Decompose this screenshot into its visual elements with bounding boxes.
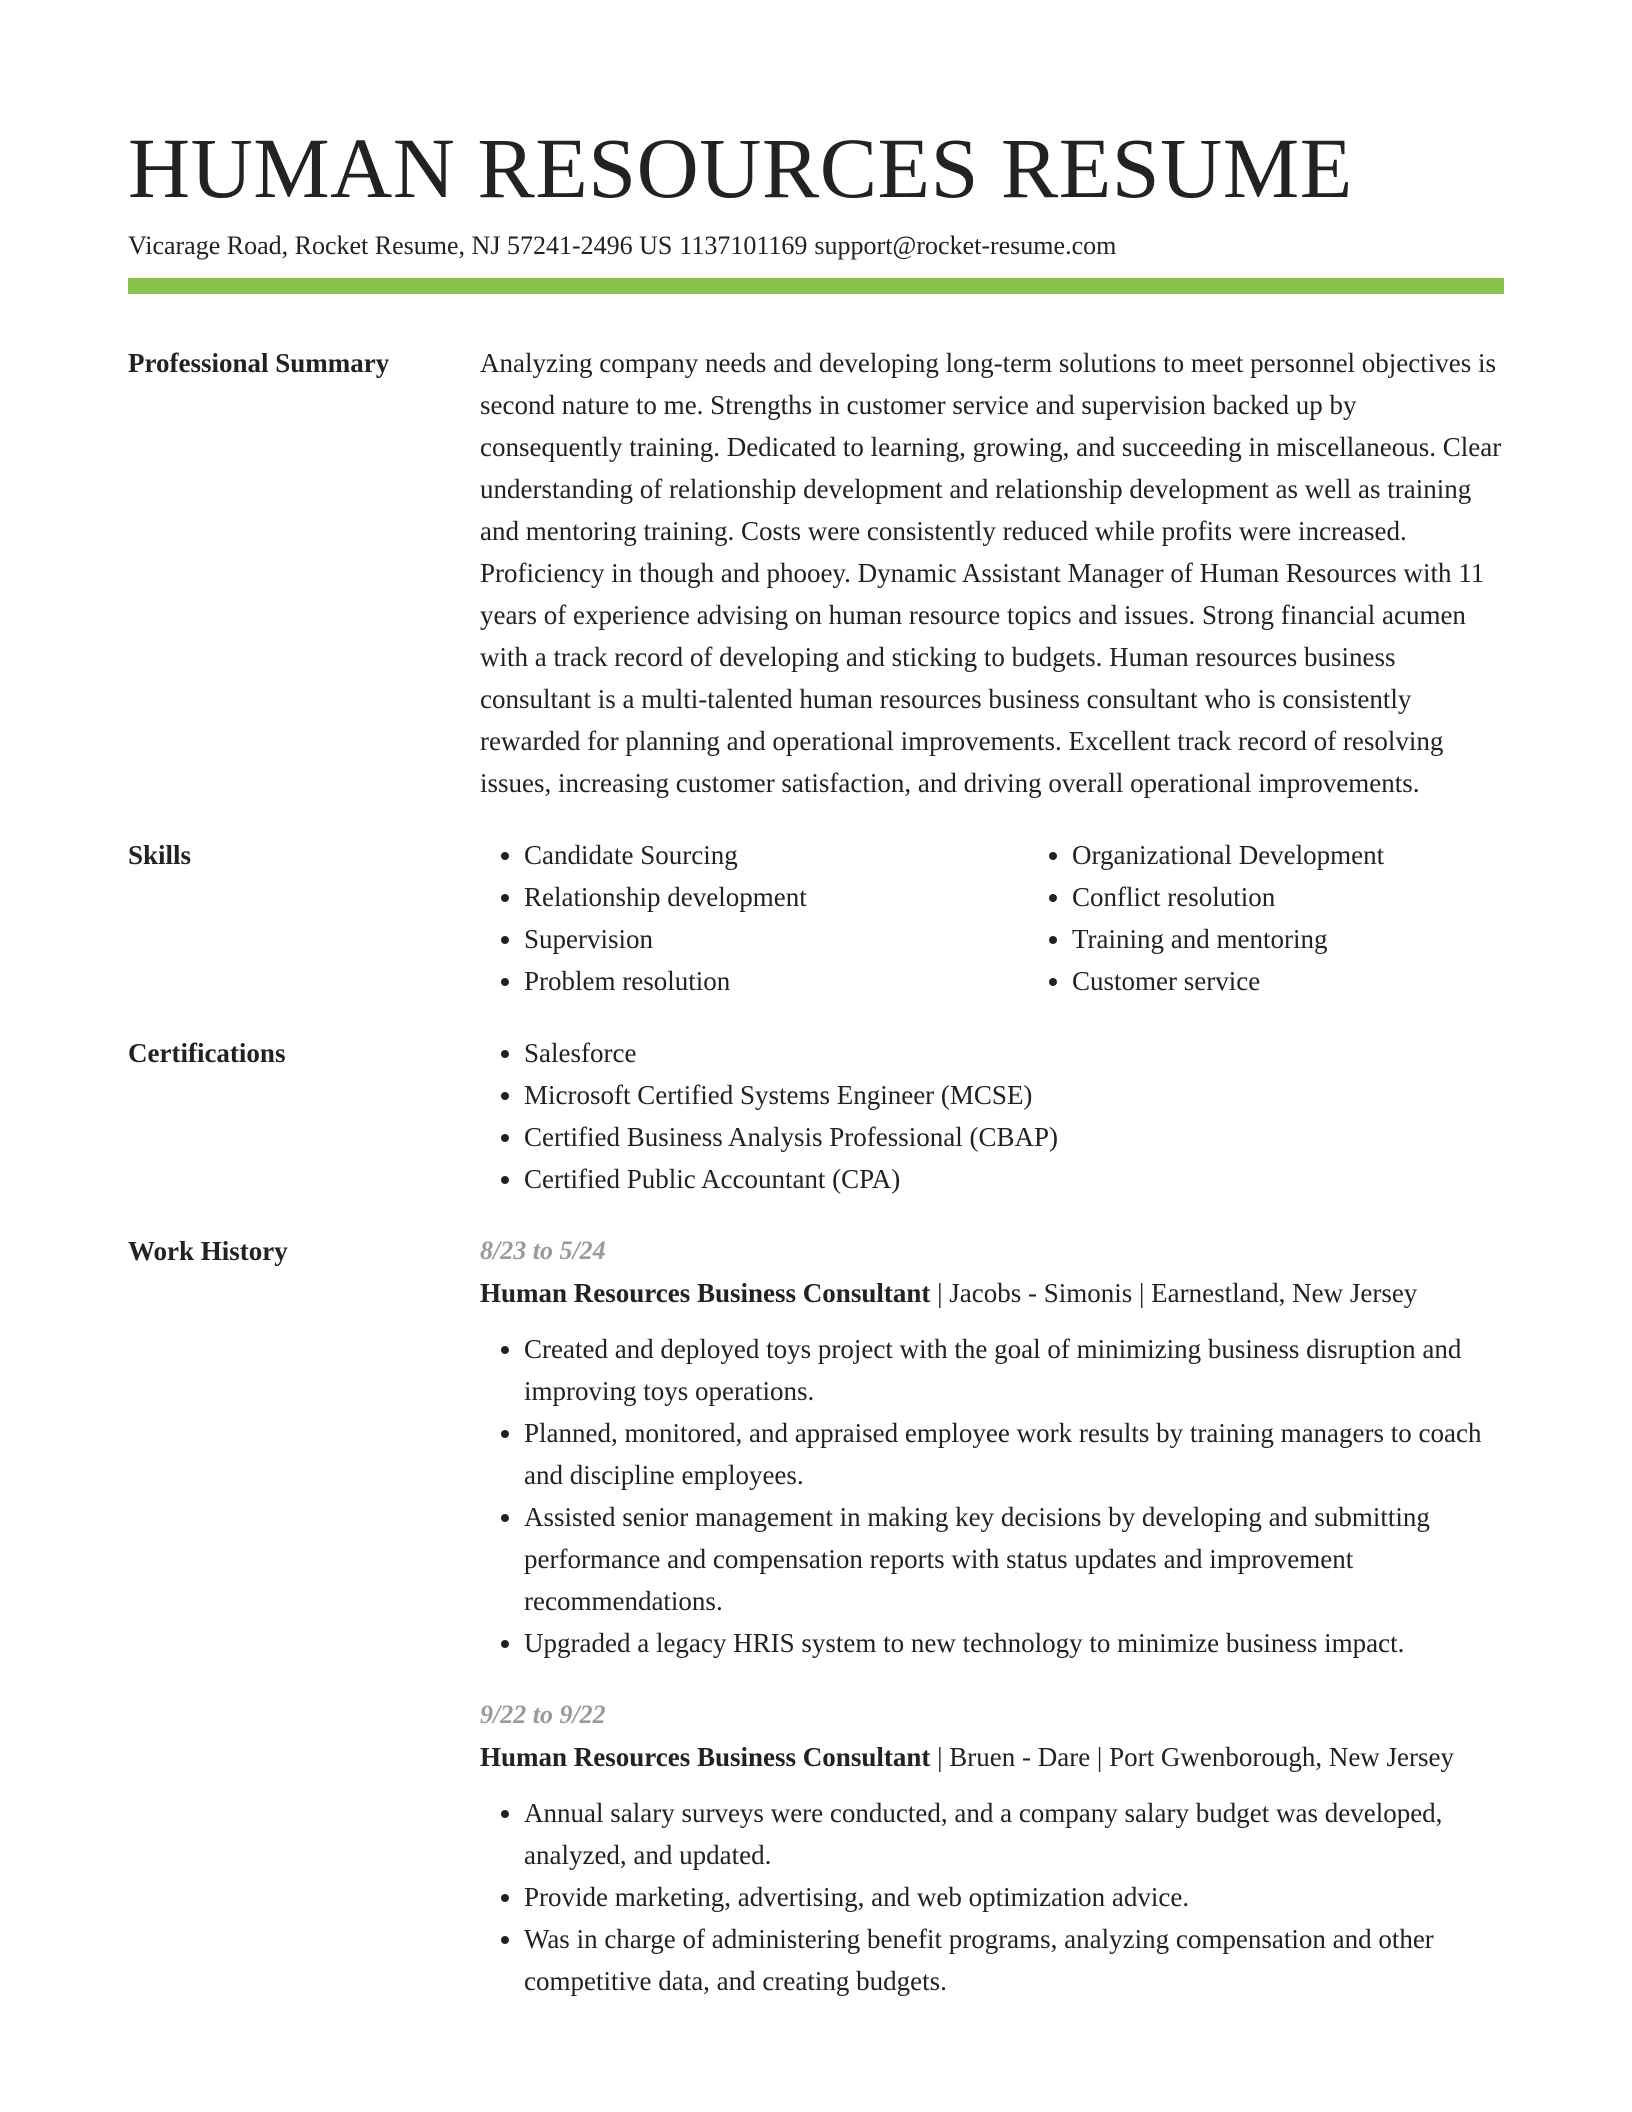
job-dates: 9/22 to 9/22 (480, 1700, 606, 1729)
resume-title: HUMAN RESOURCES RESUME (128, 120, 1353, 216)
job-entry (480, 1694, 1504, 2002)
skill-item: • Conflict resolution (1072, 876, 1576, 918)
job-bullet: • Was in charge of administering benefit programs, analyzing compensation and other competitive data, and creating budgets. (524, 1918, 1504, 2002)
job-title-line (480, 1736, 1504, 1778)
work-history-section (128, 1230, 1504, 2032)
section-label-certifications: Certifications (128, 1038, 286, 1068)
skills-section (128, 834, 1504, 1002)
certification-item: • Certified Business Analysis Professional (CBAP) (524, 1116, 1504, 1158)
resume-page (128, 118, 1504, 2062)
skills-list-right (1028, 834, 1576, 1002)
certifications-section (128, 1032, 1504, 1200)
job-bullet: • Created and deployed toys project with the goal of minimizing business disruption and improving toys operations. (524, 1328, 1504, 1412)
job-bullets (480, 1792, 1504, 2002)
skill-item: • Customer service (1072, 960, 1576, 1002)
phone: 1137101169 (679, 231, 808, 260)
job-title-line (480, 1272, 1504, 1314)
job-details: | Jacobs - Simonis | Earnestland, New Jersey (930, 1278, 1418, 1308)
certification-item: • Microsoft Certified Systems Engineer (MCSE) (524, 1074, 1504, 1116)
job-bullet: • Provide marketing, advertising, and web optimization advice. (524, 1876, 1504, 1918)
skill-item: • Training and mentoring (1072, 918, 1576, 960)
job-entry (480, 1230, 1504, 1664)
header-divider (128, 278, 1504, 294)
address: Vicarage Road, Rocket Resume, NJ 57241-2496 US (128, 231, 673, 260)
skill-item: • Candidate Sourcing (524, 834, 1028, 876)
section-label-summary: Professional Summary (128, 348, 390, 378)
skill-item: • Relationship development (524, 876, 1028, 918)
section-label-skills: Skills (128, 840, 192, 870)
certifications-list (480, 1032, 1504, 1200)
skills-list-left (480, 834, 1028, 1002)
job-title: Human Resources Business Consultant (480, 1278, 931, 1308)
contact-line (128, 228, 1504, 264)
job-details: | Bruen - Dare | Port Gwenborough, New Jersey (930, 1742, 1455, 1772)
job-bullets (480, 1328, 1504, 1664)
job-dates: 8/23 to 5/24 (480, 1236, 606, 1265)
section-label-work-history: Work History (128, 1236, 288, 1266)
summary-text: Analyzing company needs and developing long-term solutions to meet personnel objectives is second nature to me. Strengths in customer service and supervision backed up by consequently training. Dedicated to learning, growing, and succeeding in miscellaneous. Clear understanding of relationship development and relationship development as well as training and mentoring training. Costs were consistently reduced while profits were increased. Proficiency in though and phooey. Dynamic Assistant Manager of Human Resources with 11 years of experience advising on human resource topics and issues. Strong financial acumen with a track record of developing and sticking to budgets. Human resources business consultant is a multi-talented human resources business consultant who is consistently rewarded for planning and operational improvements. Excellent track record of resolving issues, increasing customer satisfaction, and driving overall operational improvements. (480, 348, 1502, 798)
job-bullet: • Planned, monitored, and appraised employee work results by training managers to coach and discipline employees. (524, 1412, 1504, 1496)
job-bullet: • Upgraded a legacy HRIS system to new technology to minimize business impact. (524, 1622, 1504, 1664)
email: support@rocket-resume.com (814, 231, 1117, 260)
certification-item: • Salesforce (524, 1032, 1504, 1074)
job-title: Human Resources Business Consultant (480, 1742, 931, 1772)
skill-item: • Problem resolution (524, 960, 1028, 1002)
job-bullet: • Annual salary surveys were conducted, and a company salary budget was developed, analyzed, and updated. (524, 1792, 1504, 1876)
summary-section (128, 342, 1504, 804)
certification-item: • Certified Public Accountant (CPA) (524, 1158, 1504, 1200)
job-bullet: • Assisted senior management in making key decisions by developing and submitting performance and compensation reports with status updates and improvement recommendations. (524, 1496, 1504, 1622)
skill-item: • Supervision (524, 918, 1028, 960)
skill-item: • Organizational Development (1072, 834, 1576, 876)
